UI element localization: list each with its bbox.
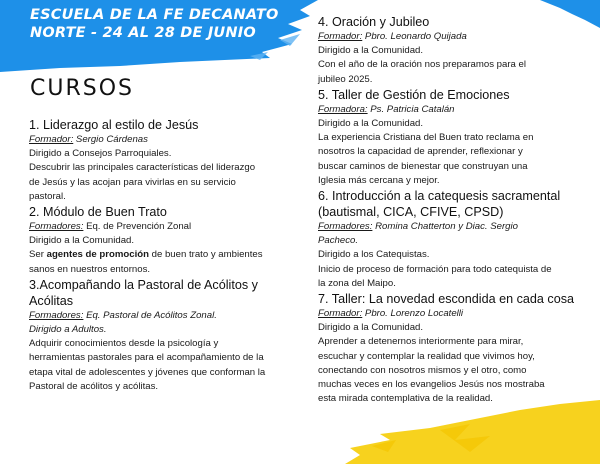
formador-name: Eq. de Prevención Zonal bbox=[86, 221, 192, 233]
course-desc-line: Aprender a detenernos interiormente para mirar, bbox=[318, 336, 524, 348]
course-title: 5. Taller de Gestión de Emociones bbox=[318, 87, 510, 102]
formador-label: Formador: bbox=[318, 31, 363, 42]
course-title-line: 3.Acompañando la Pastoral de Acólitos y bbox=[29, 277, 258, 292]
course-2 bbox=[29, 204, 301, 277]
course-formador bbox=[29, 133, 301, 147]
course-desc-line: escuchar y contemplar la realidad que vivimos hoy, bbox=[318, 350, 535, 362]
course-dirigido: Dirigido a Adultos. bbox=[29, 324, 107, 336]
section-title: CURSOS bbox=[30, 76, 134, 101]
course-desc-line: la zona del Maipo. bbox=[318, 277, 396, 289]
course-formador bbox=[318, 30, 596, 44]
formador-name: Ps. Patricia Catalán bbox=[370, 103, 455, 115]
course-dirigido: Dirigido a la Comunidad. bbox=[29, 235, 135, 247]
formador-label: Formador: bbox=[318, 308, 363, 320]
course-desc-line: La experiencia Cristiana del Buen trato reclama en bbox=[318, 132, 534, 144]
formador-label: Formadores: bbox=[29, 309, 84, 321]
course-7 bbox=[318, 291, 596, 406]
courses-left-column bbox=[29, 117, 301, 394]
course-desc-line: Iglesia más cercana y mejor. bbox=[318, 174, 440, 186]
course-4 bbox=[318, 14, 596, 87]
course-desc-line: herramientas pastorales para el acompañamiento de la bbox=[29, 352, 264, 364]
formador-name: Romina Chatterton y Diac. Sergio bbox=[375, 221, 518, 233]
course-desc-line: Pastoral de acólitos y acólitas. bbox=[29, 380, 159, 392]
formador-label: Formadores: bbox=[29, 221, 84, 233]
course-6 bbox=[318, 188, 596, 291]
course-title-line: (bautismal, CICA, CFIVE, CPSD) bbox=[318, 205, 504, 220]
course-desc-line: muchas veces en los evangelios Jesús nos mostraba bbox=[318, 379, 545, 391]
course-1 bbox=[29, 117, 301, 204]
course-dirigido: Dirigido a la Comunidad. bbox=[318, 118, 424, 130]
course-desc-line: Inicio de proceso de formación para todo catequista de bbox=[318, 263, 552, 275]
course-title-line: 6. Introducción a la catequesis sacramental bbox=[318, 189, 561, 204]
course-formador bbox=[29, 309, 301, 323]
course-title: 1. Liderazgo al estilo de Jesús bbox=[29, 118, 199, 132]
formador-name: Pbro. Leonardo Quijada bbox=[364, 31, 467, 42]
course-desc-line: Adquirir conocimientos desde la psicología y bbox=[29, 338, 219, 350]
formador-label: Formador: bbox=[29, 134, 74, 145]
desc-bold-text: agentes de promoción bbox=[46, 249, 149, 261]
course-desc-line bbox=[29, 248, 301, 262]
course-desc-line: conectando con nosotros mismos y el otro, como bbox=[318, 364, 527, 376]
formador-label: Formadora: bbox=[318, 103, 368, 115]
course-desc-line: buscar caminos de bienestar que construyan una bbox=[318, 160, 528, 172]
course-title-line: Acólitas bbox=[29, 293, 74, 308]
event-banner bbox=[30, 6, 290, 42]
banner-line-1: ESCUELA DE LA FE DECANATO bbox=[30, 7, 279, 23]
banner-line-2: NORTE - 24 AL 28 DE JUNIO bbox=[30, 25, 256, 41]
course-title: 2. Módulo de Buen Trato bbox=[29, 205, 167, 220]
courses-right-column bbox=[318, 14, 596, 406]
course-dirigido: Dirigido a los Catequistas. bbox=[318, 249, 430, 261]
formador-name: Pbro. Lorenzo Locatelli bbox=[364, 308, 464, 320]
course-dirigido: Dirigido a la Comunidad. bbox=[318, 322, 424, 334]
formador-label: Formadores: bbox=[318, 221, 373, 233]
course-desc-line: Descubrir las principales características del liderazgo bbox=[29, 162, 256, 174]
course-formador bbox=[318, 307, 596, 321]
course-title: 4. Oración y Jubileo bbox=[318, 15, 430, 29]
course-desc-line: pastoral. bbox=[29, 190, 66, 202]
course-desc-line: nosotros la capacidad de aprender, reflexionar y bbox=[318, 146, 523, 158]
course-desc-line: etapa vital de adolescentes y jóvenes que conforman la bbox=[29, 366, 266, 378]
desc-text: de buen trato y ambientes bbox=[148, 249, 263, 261]
course-desc-line: esta mirada contemplativa de la realidad. bbox=[318, 393, 493, 405]
course-3 bbox=[29, 277, 301, 394]
course-desc-line: Con el año de la oración nos preparamos para el bbox=[318, 59, 526, 71]
course-dirigido: Dirigido a la Comunidad. bbox=[318, 45, 424, 57]
yellow-brush-stroke bbox=[345, 400, 600, 464]
course-formador bbox=[318, 220, 596, 234]
course-formador-cont: Pacheco. bbox=[318, 235, 359, 247]
course-desc-line: jubileo 2025. bbox=[318, 73, 373, 85]
desc-text: Ser bbox=[29, 249, 47, 261]
formador-name: Sergio Cárdenas bbox=[75, 134, 148, 145]
formador-name: Eq. Pastoral de Acólitos Zonal. bbox=[86, 309, 217, 321]
course-formador bbox=[318, 103, 596, 117]
course-title: 7. Taller: La novedad escondida en cada cosa bbox=[318, 292, 575, 307]
course-desc-line: sanos en nuestros entornos. bbox=[29, 263, 151, 275]
course-5 bbox=[318, 87, 596, 188]
course-formador bbox=[29, 220, 301, 234]
course-dirigido: Dirigido a Consejos Parroquiales. bbox=[29, 148, 172, 160]
course-desc-line: de Jesús y las acojan para vivirlas en su servicio bbox=[29, 176, 236, 188]
